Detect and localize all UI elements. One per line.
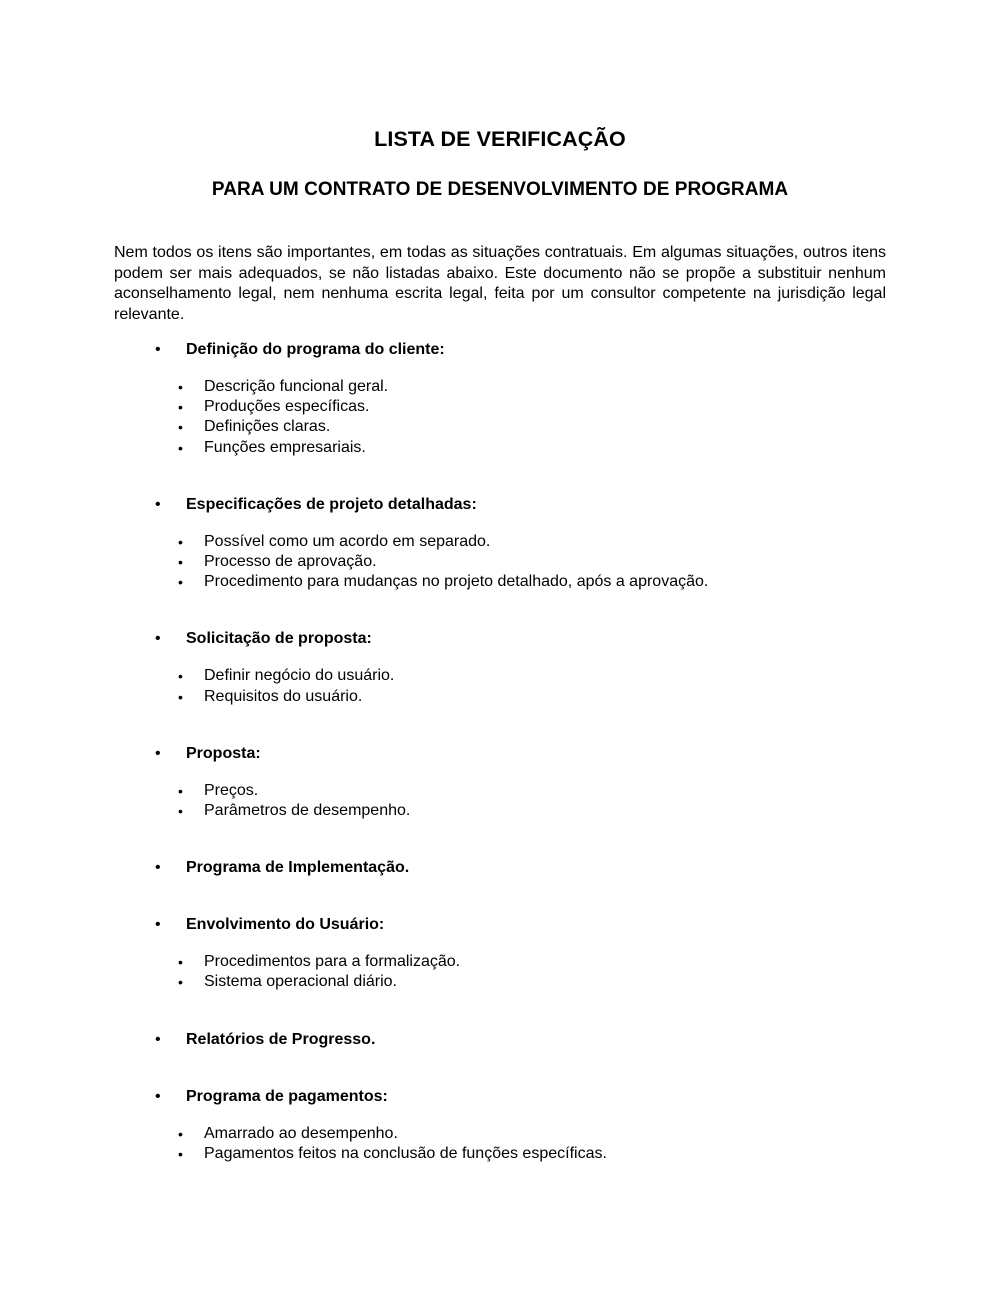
checklist-section — [0, 914, 1000, 992]
checklist-subitem-list — [0, 1124, 1000, 1164]
checklist-heading-label: Especificações de projeto detalhadas: — [186, 495, 477, 513]
checklist-section — [0, 339, 1000, 458]
checklist-subitem — [0, 952, 1000, 972]
checklist-subitem-label: Possível como um acordo em separado. — [204, 532, 491, 550]
bullet-icon: • — [178, 419, 183, 436]
checklist-body — [0, 339, 1000, 1164]
checklist-heading — [0, 743, 1000, 764]
checklist-subitem-label: Funções empresariais. — [204, 438, 366, 456]
checklist-subitem — [0, 801, 1000, 821]
checklist-subitem — [0, 781, 1000, 801]
checklist-section — [0, 628, 1000, 706]
checklist-subitem-label: Preços. — [204, 781, 259, 799]
checklist-subitem-list — [0, 781, 1000, 821]
bullet-icon: • — [178, 668, 183, 685]
checklist-subitem-list — [0, 377, 1000, 458]
bullet-icon: • — [178, 688, 183, 705]
checklist-subitem — [0, 972, 1000, 992]
checklist-subitem-label: Pagamentos feitos na conclusão de funções específicas. — [204, 1144, 607, 1162]
bullet-icon: • — [178, 1125, 183, 1142]
checklist-subitem-label: Definições claras. — [204, 418, 331, 436]
bullet-icon: • — [178, 1145, 183, 1162]
checklist-subitem-list — [0, 666, 1000, 706]
bullet-icon: • — [155, 630, 161, 648]
checklist-section — [0, 1086, 1000, 1164]
checklist-heading-label: Solicitação de proposta: — [186, 630, 372, 648]
checklist-subitem-label: Produções específicas. — [204, 398, 370, 416]
intro-paragraph: Nem todos os itens são importantes, em todas as situações contratuais. Em algumas situações, outros itens podem ser mais adequados, se não listadas abaixo. Este documento não se propõe a substituir nenhum aconselhamento legal, nem nenhuma escrita legal, feita por um consultor competente na jurisdição legal relevante. — [114, 244, 886, 323]
checklist-heading — [0, 1086, 1000, 1107]
checklist-subitem — [0, 1124, 1000, 1144]
checklist-subitem — [0, 687, 1000, 707]
bullet-icon: • — [155, 744, 161, 762]
bullet-icon: • — [178, 379, 183, 395]
checklist-section — [0, 743, 1000, 821]
checklist-subitem-label: Procedimento para mudanças no projeto detalhado, após a aprovação. — [204, 573, 709, 591]
bullet-icon: • — [155, 341, 161, 358]
bullet-icon: • — [178, 803, 183, 820]
checklist-subitem-label: Processo de aprovação. — [204, 553, 377, 571]
checklist-heading — [0, 339, 1000, 360]
checklist-subitem — [0, 572, 1000, 592]
checklist-subitem — [0, 377, 1000, 397]
checklist-subitem-label: Amarrado ao desempenho. — [204, 1124, 398, 1142]
bullet-icon: • — [178, 782, 183, 799]
checklist-heading — [0, 1029, 1000, 1050]
checklist-subitem — [0, 438, 1000, 458]
bullet-icon: • — [178, 399, 183, 416]
checklist-subitem-label: Sistema operacional diário. — [204, 973, 397, 991]
checklist-heading-label: Programa de Implementação. — [186, 859, 410, 877]
checklist-section — [0, 1029, 1000, 1050]
checklist-heading-label: Relatórios de Progresso. — [186, 1030, 376, 1048]
checklist-heading-label: Proposta: — [186, 744, 261, 762]
bullet-icon: • — [178, 439, 183, 456]
checklist-subitem — [0, 666, 1000, 686]
checklist-heading — [0, 857, 1000, 878]
checklist-heading — [0, 628, 1000, 649]
checklist-heading-label: Definição do programa do cliente: — [186, 341, 445, 358]
checklist-subitem-label: Requisitos do usuário. — [204, 687, 363, 705]
bullet-icon: • — [155, 916, 161, 934]
bullet-icon: • — [155, 1030, 161, 1048]
checklist-section — [0, 857, 1000, 878]
checklist-subitem — [0, 532, 1000, 552]
checklist-subitem-label: Definir negócio do usuário. — [204, 667, 395, 685]
document-subtitle: PARA UM CONTRATO DE DESENVOLVIMENTO DE PROGRAMA — [211, 178, 789, 200]
checklist-heading — [0, 494, 1000, 515]
checklist-subitem-label: Procedimentos para a formalização. — [204, 953, 461, 971]
bullet-icon: • — [178, 554, 183, 571]
bullet-icon: • — [178, 574, 183, 591]
checklist-subitem-label: Parâmetros de desempenho. — [204, 802, 411, 820]
checklist-subitem-list — [0, 952, 1000, 992]
bullet-icon: • — [155, 859, 161, 877]
checklist-heading-label: Envolvimento do Usuário: — [186, 916, 385, 934]
bullet-icon: • — [178, 533, 183, 550]
bullet-icon: • — [155, 495, 161, 513]
bullet-icon: • — [155, 1087, 161, 1105]
checklist-subitem — [0, 552, 1000, 572]
checklist-subitem — [0, 1144, 1000, 1164]
bullet-icon: • — [178, 974, 183, 991]
checklist-subitem-label: Descrição funcional geral. — [204, 378, 389, 395]
checklist-heading — [0, 914, 1000, 935]
checklist-heading-label: Programa de pagamentos: — [186, 1087, 388, 1105]
checklist-subitem — [0, 417, 1000, 437]
checklist-subitem-list — [0, 532, 1000, 593]
bullet-icon: • — [178, 954, 183, 971]
checklist-subitem — [0, 397, 1000, 417]
checklist-section — [0, 494, 1000, 593]
document-title: LISTA DE VERIFICAÇÃO — [374, 127, 626, 152]
